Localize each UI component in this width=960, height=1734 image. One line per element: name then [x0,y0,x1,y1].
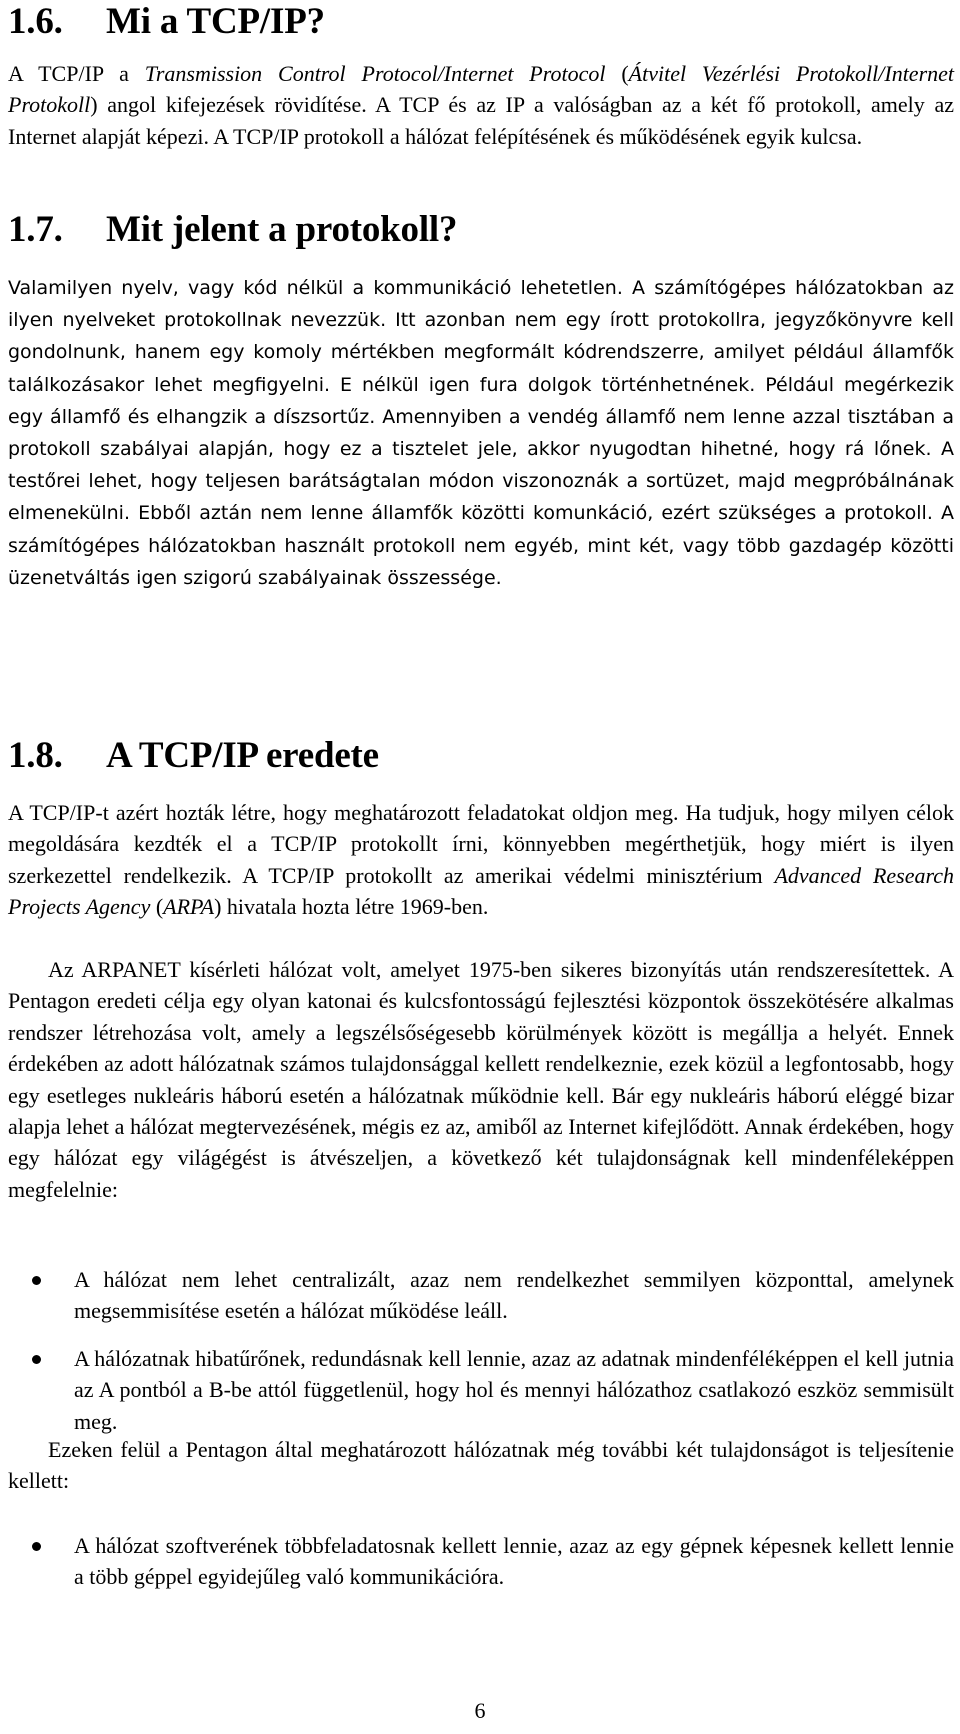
section-title: A TCP/IP eredete [106,735,379,776]
list-item: A hálózat nem lehet centralizált, azaz nem rendelkezhet semmilyen központtal, amelynek megsemmisítése esetén a hálózat működése leáll. [8,1264,954,1327]
section-number: 1.8. [8,735,63,776]
paragraph-what-is-protocol: Valamilyen nyelv, vagy kód nélkül a kommunikáció lehetetlen. A számítógépes hálózatokban az ilyen nyelveket protokollnak nevezzük. Itt azonban nem egy írott protokollra, jegyzőkönyvre kell gondolnunk, hanem egy komoly mértékben megformált kódrendszerre, amilyet például államfők találkozásakor lehet megfigyelni. E nélkül igen fura dolgok történhetnének. Például megérkezik egy államfő és elhangzik a díszsortűz. Amennyiben a vendég államfő nem lenne azzal tisztában a protokoll szabályai alapján, hogy ez a tisztelet jele, akkor nyugodtan hihetné, hogy rá lőnek. A testőrei lehet, hogy teljesen barátságtalan módon viszonoznák a sortüzet, majd megpróbálnának elmenekülni. Ebből aztán nem lenne államfők közötti komunkáció, ezért szükséges a protokoll. A számítógépes hálózatokban használt protokoll nem egyéb, mint két, vagy több gazdagép közötti üzenetváltás igen szigorú szabályainak összessége. [8,277,954,589]
section-heading-1-6 [8,0,325,44]
paragraph-origin-intro: A TCP/IP-t azért hozták létre, hogy meghatározott feladatokat oldjon meg. Ha tudjuk, hogy milyen célok megoldására kezdték el a TCP/IP protokollt írni, könnyebben megérthetjük, hogy miért is ilyen szerkezettel rendelkezik. A TCP/IP protokollt az amerikai védelmi minisztérium Advanced Research Projects Agency (ARPA) hivatala hozta létre 1969-ben. [8,800,954,920]
additional-requirements-list [8,1530,954,1593]
requirements-list [8,1264,954,1437]
section-title: Mit jelent a protokoll? [106,209,458,250]
italic-term: Transmission Control Protocol/Internet Protocol [144,61,606,86]
section-number: 1.6. [8,1,63,42]
page-number: 6 [474,1698,486,1723]
section-heading-1-8 [8,734,379,778]
list-item: A hálózatnak hibatűrőnek, redundásnak kell lennie, azaz az adatnak mindenféléképpen el kell jutnia az A pontból a B-be attól függetlenül, hogy hol és mennyi hálózathoz csatlakozó eszköz semmisült meg. [8,1343,954,1437]
paragraph-additional-requirements: Ezeken felül a Pentagon által meghatározott hálózatnak még további két tulajdonságot is teljesítenie kellett: [8,1437,954,1494]
list-item: A hálózat szoftverének többfeladatosnak kellett lennie, azaz az egy gépnek képesnek kellett lennie a több géppel egyidejűleg való kommunikációra. [8,1530,954,1593]
section-title: Mi a TCP/IP? [106,1,325,42]
section-number: 1.7. [8,209,63,250]
italic-term: Átvitel Vezérlési Protokoll/Internet Protokoll [8,61,955,118]
italic-term: Advanced Research Projects Agency [8,862,954,920]
paragraph-what-is-tcpip: A TCP/IP a Transmission Control Protocol/Internet Protocol (Átvitel Vezérlési Protokoll/Internet Protokoll) angol kifejezések rövidítése. A TCP és az IP a valóságban az a két fő protokoll, amely az Internet alapját képezi. A TCP/IP protokoll a hálózat felépítésének és működésének egyik kulcsa. [8,61,955,149]
section-heading-1-7 [8,208,457,252]
italic-term: ARPA [163,894,215,920]
paragraph-arpanet: Az ARPANET kísérleti hálózat volt, amelyet 1975-ben sikeres bizonyítás után rendszeresítettek. A Pentagon eredeti célja egy olyan katonai és kulcsfontosságú fejlesztési központok összekötésére alkalmas rendszer létrehozása volt, amely a legszélsőségesebb körülmények között is megállja a helyét. Ennek érdekében az adott hálózatnak számos tulajdonsággal kellett rendelkeznie, ezek közül a legfontosabb, hogy egy esetleges nukleáris háború esetén a hálózatnak működnie kell. Bár egy nukleáris háború eléggé bizar alapja lehet a hálózat megtervezésének, mégis ez az, amiből az Internet kifejlődött. Annak érdekében, hogy egy hálózat egy világégést is átvészeljen, a következő két tulajdonságnak kell mindenféleképpen megfelelnie: [8,957,954,1202]
